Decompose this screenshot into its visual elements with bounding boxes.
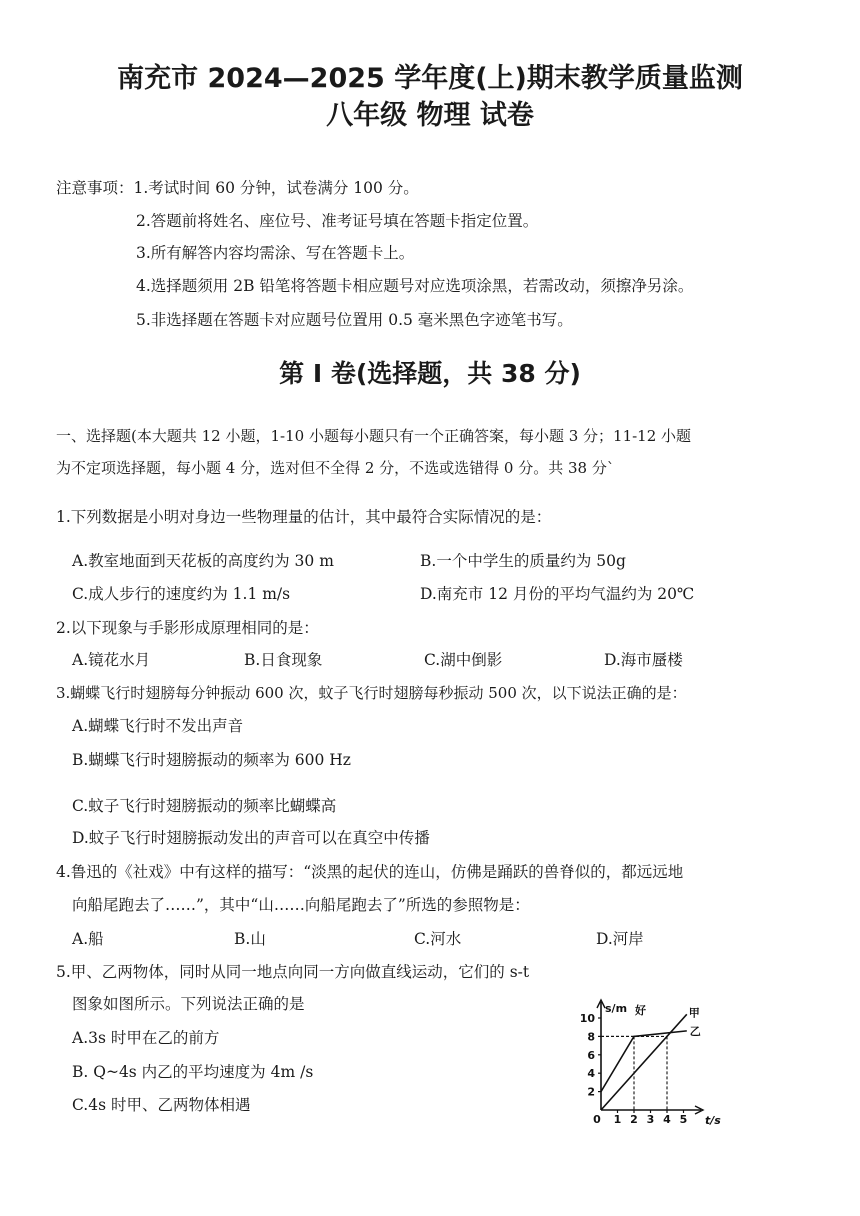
x-tick-label: 5 [679,1113,688,1126]
q1-option-b: B.一个中学生的质量约为 50g [420,552,626,570]
q1-stem: 1.下列数据是小明对身边一些物理量的估计，其中最符合实际情况的是： [56,508,552,526]
q5-stem-line2: 图象如图所示。下列说法正确的是 [72,995,305,1013]
section1-line2: 为不定项选择题，每小题 4 分，选对但不全得 2 分，不选或选错得 0 分。共 38 分` [56,459,615,477]
q2-option-c: C.湖中倒影 [424,651,503,669]
series-jia-line [601,1014,687,1110]
q3-option-b: B.蝴蝶飞行时翅膀振动的频率为 600 Hz [72,751,351,769]
notice-item-1: 注意事项：1.考试时间 60 分钟，试卷满分 100 分。 [56,179,419,197]
exam-subtitle: 八年级 物理 试卷 [326,100,534,131]
q4-option-c: C.河水 [414,930,462,948]
x-axis-label: t/s [705,1114,721,1127]
y-tick-label: 4 [587,1067,595,1081]
q4-stem-line2: 向船尾跑去了……”，其中“山……向船尾跑去了”所选的参照物是： [72,896,530,914]
q2-option-d: D.海市蜃楼 [604,651,683,669]
part1-title: 第 Ⅰ 卷(选择题，共 38 分) [279,359,581,388]
x-tick-label: 0 [593,1113,601,1126]
q1-option-d: D.南充市 12 月份的平均气温约为 20℃ [420,585,695,603]
q2-stem: 2.以下现象与手影形成原理相同的是： [56,619,319,637]
notice-item-2: 2.答题前将姓名、座位号、准考证号填在答题卡指定位置。 [136,212,539,230]
x-tick-label: 1 [613,1113,622,1126]
section1-line1: 一、选择题(本大题共 12 小题，1-10 小题每小题只有一个正确答案，每小题 3 分；11-12 小题 [56,427,692,445]
y-axis-label: s/m [605,1002,628,1015]
x-tick-label: 4 [663,1113,671,1126]
q2-option-a: A.镜花水月 [72,651,151,669]
q1-option-c: C.成人步行的速度约为 1.1 m/s [72,585,291,603]
q4-option-b: B.山 [234,930,266,948]
q5-option-b: B. Q~4s 内乙的平均速度为 4m /s [72,1063,314,1081]
q3-option-a: A.蝴蝶飞行时不发出声音 [72,717,244,735]
q3-stem: 3.蝴蝶飞行时翅膀每分钟振动 600 次，蚊子飞行时翅膀每秒振动 500 次，以下说法正确的是： [56,684,687,702]
x-tick-label: 3 [646,1113,655,1126]
y-tick-label: 10 [579,1012,595,1025]
x-tick-label: 2 [630,1113,638,1126]
q3-option-c: C.蚊子飞行时翅膀振动的频率比蝴蝶高 [72,797,337,815]
y-tick-label: 2 [587,1085,595,1099]
q4-stem-line1: 4.鲁迅的《社戏》中有这样的描写：“淡黑的起伏的连山，仿佛是踊跃的兽脊似的，都远远地 [56,863,684,881]
q5-option-a: A.3s 时甲在乙的前方 [72,1029,220,1047]
y-tick-label: 8 [587,1030,595,1044]
q5-option-c: C.4s 时甲、乙两物体相遇 [72,1096,251,1114]
q1-option-a: A.教室地面到天花板的高度约为 30 m [72,552,334,570]
notice-item-5: 5.非选择题在答题卡对应题号位置用 0.5 毫米黑色字迹笔书写。 [136,311,573,329]
q3-option-d: D.蚊子飞行时翅膀振动发出的声音可以在真空中传播 [72,829,430,847]
y-tick-label: 6 [587,1048,595,1062]
exam-title: 南充市 2024—2025 学年度(上)期末教学质量监测 [117,63,743,94]
q2-option-b: B.日食现象 [244,651,323,669]
notice-item-3: 3.所有解答内容均需涂、写在答题卡上。 [136,244,415,262]
q4-option-d: D.河岸 [596,930,644,948]
series-jia-label: 甲 [688,1006,700,1020]
q5-stem-line1: 5.甲、乙两物体，同时从同一地点向同一方向做直线运动，它们的 s-t [56,963,530,981]
notice-item-4: 4.选择题须用 2B 铅笔将答题卡相应题号对应选项涂黑，若需改动，须擦净另涂。 [136,277,694,295]
q4-option-a: A.船 [72,930,104,948]
series-yi-label: 乙 [689,1024,701,1038]
st-graph [575,992,735,1132]
stamp-mark: 好 [635,1004,646,1017]
